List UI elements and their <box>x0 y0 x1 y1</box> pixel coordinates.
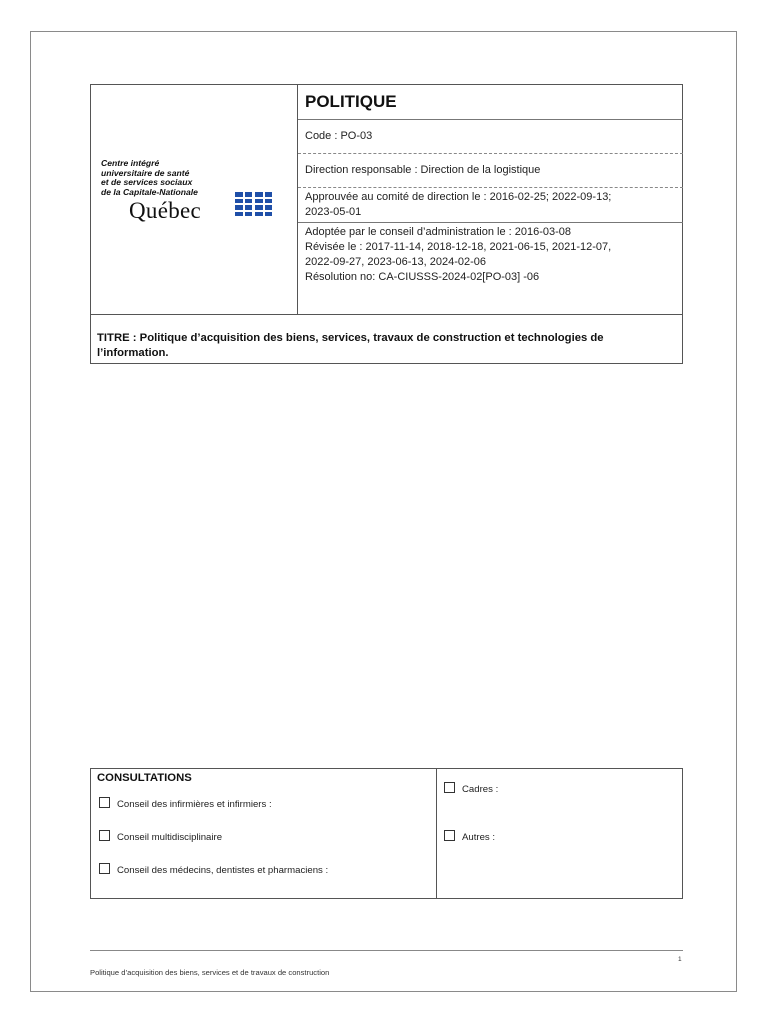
checkbox[interactable] <box>99 863 110 874</box>
consultation-label: Conseil des infirmières et infirmiers : <box>117 799 272 810</box>
code-field: Code : PO-03 <box>298 120 683 154</box>
page-number: 1 <box>678 956 682 963</box>
policy-title <box>91 314 682 364</box>
revision-line: 2022-09-27, 2023-06-13, 2024-02-06 <box>305 256 487 268</box>
approval-line: Approuvée au comité de direction le : 2016-02-25; 2022-09-13; <box>305 191 612 203</box>
approval-line: 2023-05-01 <box>305 206 362 218</box>
consultation-item <box>444 830 495 843</box>
logo-line: Centre intégré <box>101 158 160 168</box>
checkbox[interactable] <box>99 797 110 808</box>
logo-cell <box>91 85 298 314</box>
logo-line: universitaire de santé <box>101 167 190 178</box>
consultation-label: Autres : <box>462 832 496 843</box>
document-page <box>30 31 737 992</box>
policy-title-line: TITRE : Politique d’acquisition des biens, services, travaux de construction et technologies de <box>97 332 604 344</box>
ciusss-logo <box>101 158 291 223</box>
approval-field <box>298 188 683 223</box>
logo-line: et de services sociaux <box>101 177 193 188</box>
checkbox[interactable] <box>444 782 455 793</box>
adoption-field <box>298 223 683 314</box>
doc-type-cell <box>298 85 683 120</box>
column-divider <box>436 769 437 898</box>
logo-line: de la Capitale-Nationale <box>101 186 198 197</box>
consultations-table <box>90 768 683 899</box>
adoption-line: Adoptée par le conseil d’administration le : 2016-03-08 <box>305 226 571 238</box>
checkbox[interactable] <box>444 830 455 841</box>
consultations-heading: CONSULTATIONS <box>97 772 192 784</box>
consultation-item <box>99 830 222 843</box>
consultation-label: Cadres : <box>462 784 499 795</box>
footer-rule <box>90 950 683 951</box>
resolution-line: Résolution no: CA-CIUSSS-2024-02[PO-03] -06 <box>305 271 540 283</box>
policy-title-line: l’information. <box>97 347 169 359</box>
direction-field: Direction responsable : Direction de la logistique <box>298 154 683 188</box>
consultation-item <box>99 797 272 810</box>
consultation-label: Conseil multidisciplinaire <box>117 832 223 843</box>
quebec-wordmark: Québec <box>129 198 202 223</box>
consultation-label: Conseil des médecins, dentistes et pharmaciens : <box>117 865 329 876</box>
footer-text: Politique d’acquisition des biens, services et de travaux de construction <box>90 968 330 977</box>
consultation-item <box>99 863 328 876</box>
checkbox[interactable] <box>99 830 110 841</box>
doc-type: POLITIQUE <box>305 92 397 111</box>
revision-line: Révisée le : 2017-11-14, 2018-12-18, 2021-06-15, 2021-12-07, <box>305 241 612 253</box>
header-table <box>90 84 683 364</box>
consultation-item <box>444 782 498 795</box>
